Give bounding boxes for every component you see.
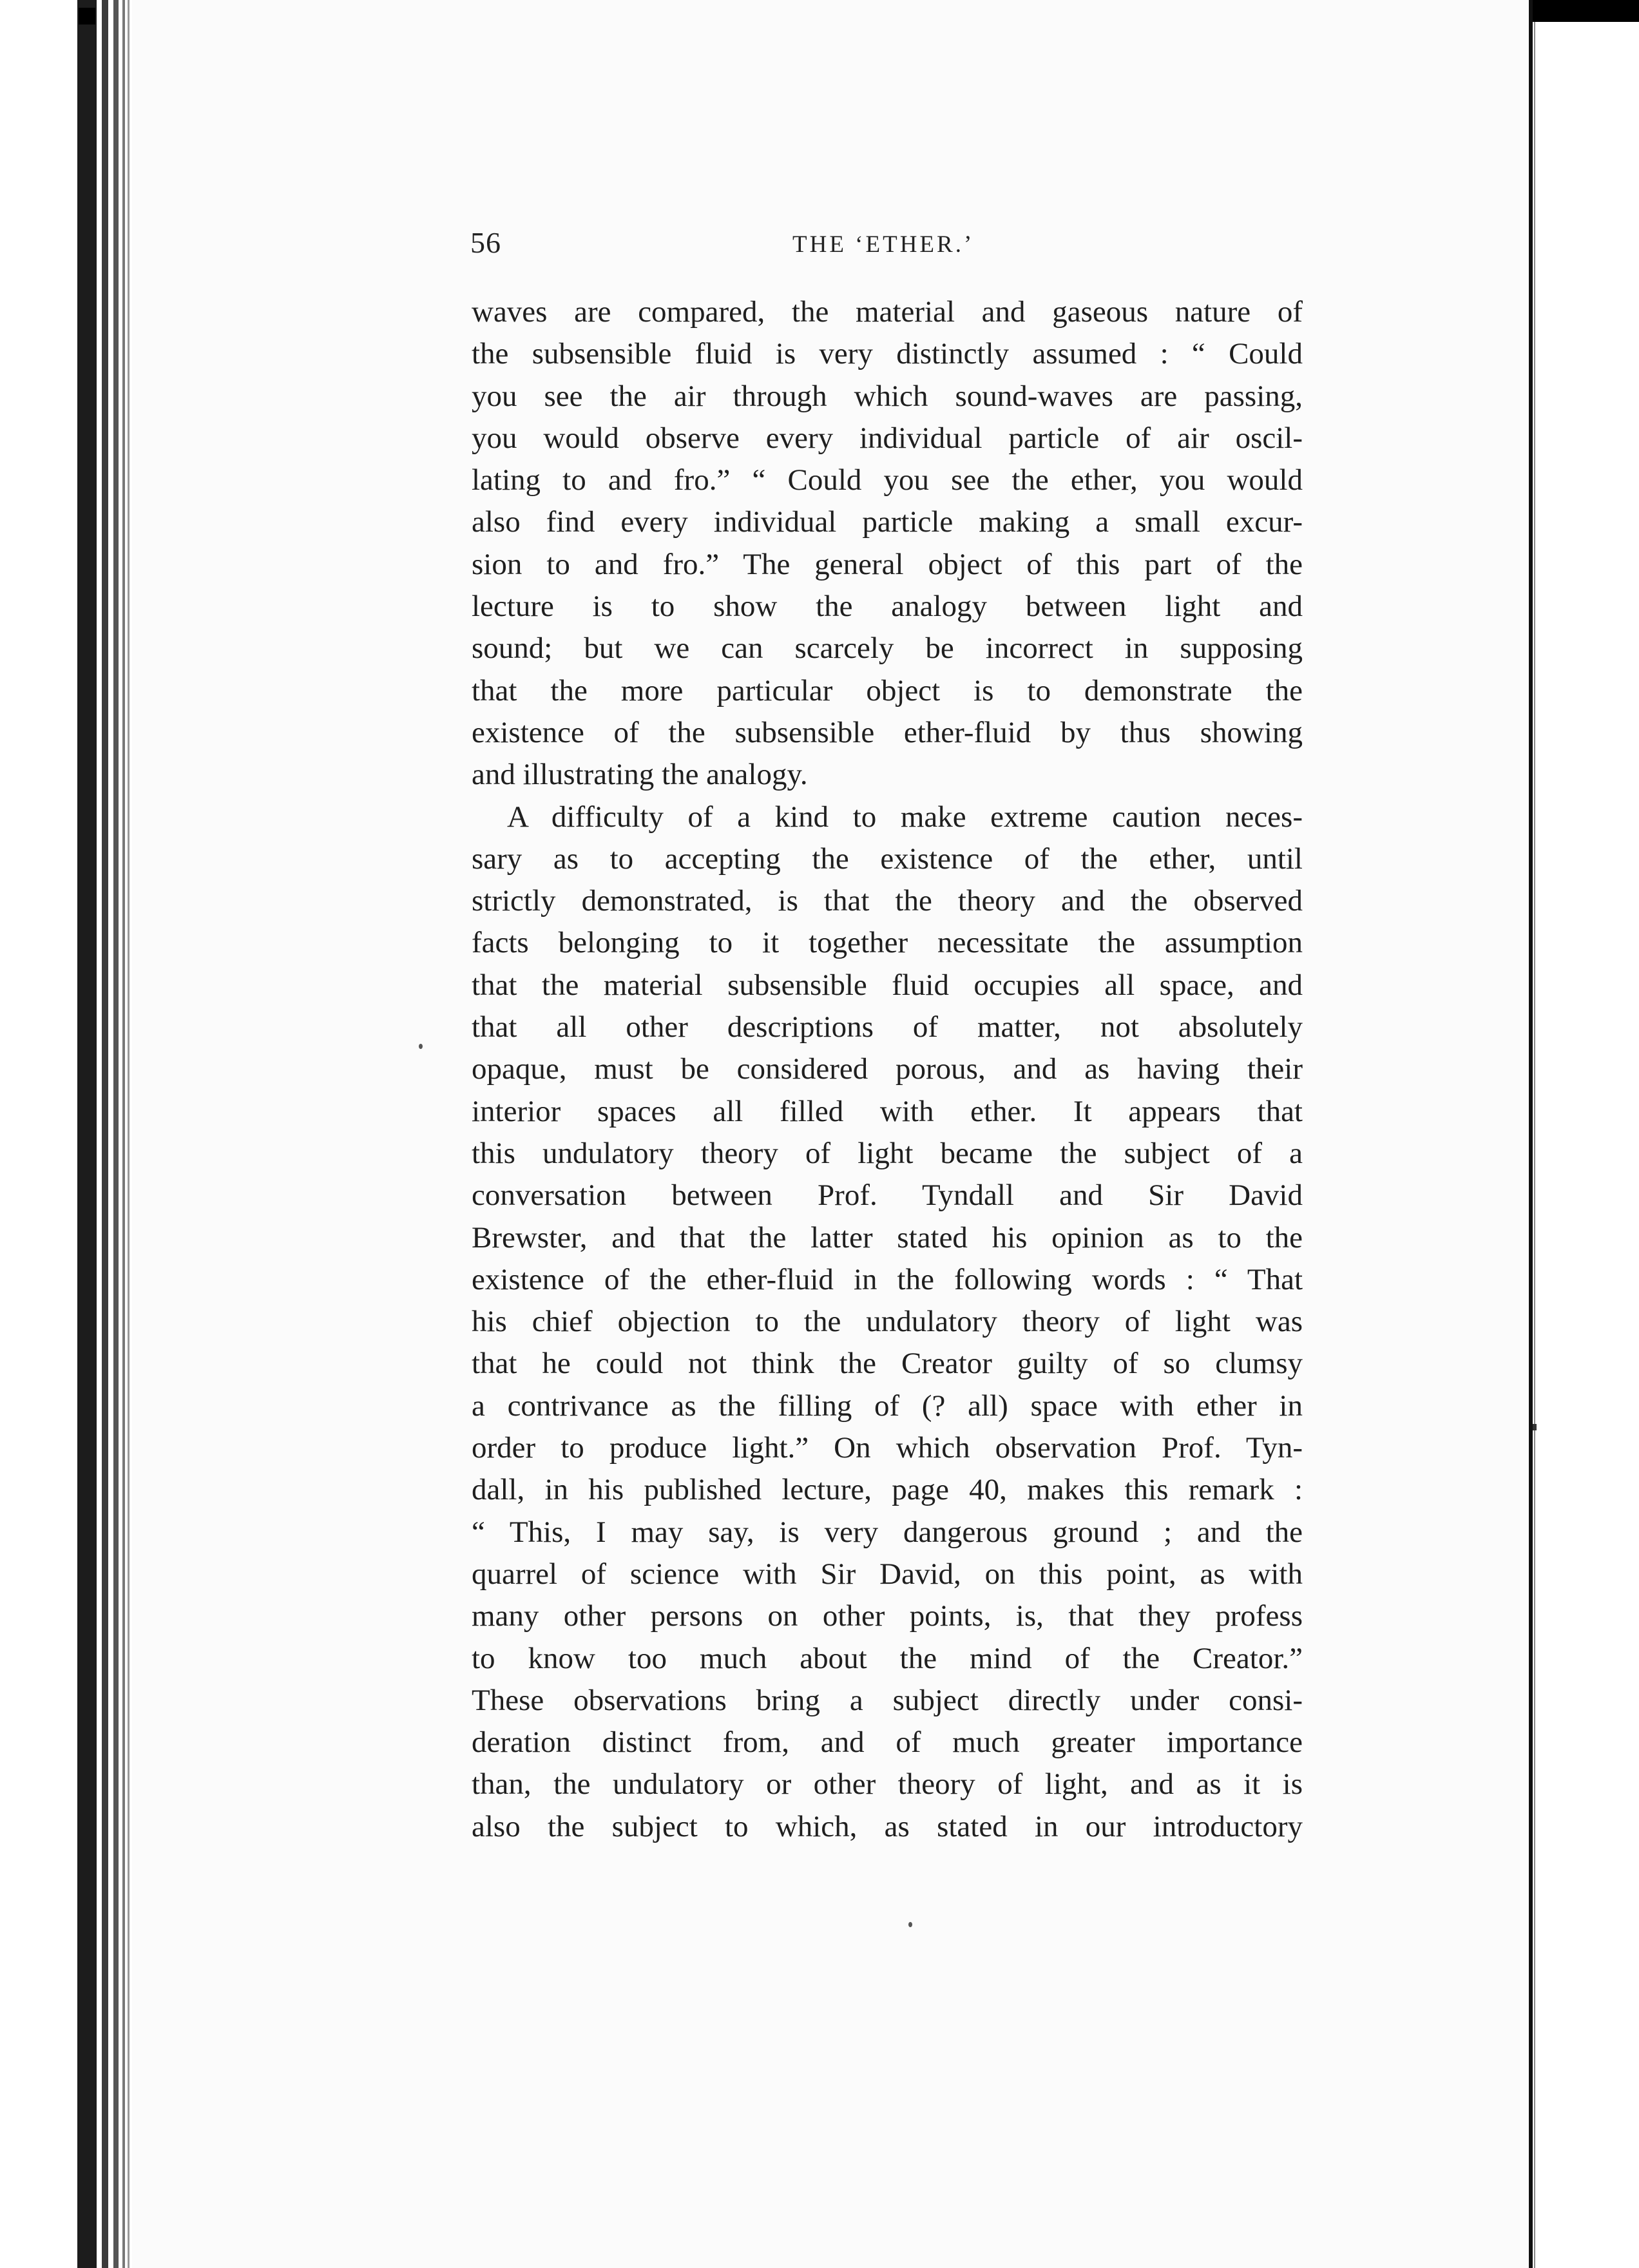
binding-shadow — [102, 0, 108, 2268]
scan-border — [1533, 0, 1639, 22]
text-line: that the more particular object is to demonstrate the — [472, 673, 1303, 707]
text-line: that the material subsensible fluid occupies all space, and — [472, 968, 1303, 1002]
text-line: you see the air through which sound-waves are passing, — [472, 379, 1303, 413]
text-line: that he could not think the Creator guilty of so clumsy — [472, 1347, 1303, 1381]
text-line: you would observe every individual particle of air oscil- — [472, 421, 1303, 455]
text-line: These observations bring a subject directly under consi- — [472, 1683, 1303, 1717]
text-line: existence of the subsensible ether-fluid by thus showing — [472, 715, 1303, 749]
text-line: also the subject to which, as stated in our introductory — [472, 1809, 1303, 1843]
text-line: that all other descriptions of matter, not absolutely — [472, 1010, 1303, 1044]
text-line: the subsensible fluid is very distinctly assumed : “ Could — [472, 337, 1303, 371]
text-line: sound; but we can scarcely be incorrect in supposing — [472, 631, 1303, 666]
text-line: waves are compared, the material and gaseous nature of — [472, 295, 1303, 329]
scan-mark — [1533, 1424, 1537, 1430]
text-line: existence of the ether-fluid in the following words : “ That — [472, 1262, 1303, 1296]
text-line: conversation between Prof. Tyndall and Sir David — [472, 1178, 1303, 1213]
text-line: many other persons on other points, is, that they profess — [472, 1599, 1303, 1633]
text-line: Brewster, and that the latter stated his opinion as to the — [472, 1220, 1303, 1254]
binding-shadow — [113, 0, 119, 2268]
facing-page-edge — [1529, 0, 1639, 2268]
scan-speck — [908, 1922, 912, 1927]
page-gutter — [1529, 0, 1533, 2268]
text-line: also find every individual particle making a small excur- — [472, 505, 1303, 539]
running-title: THE ‘ETHER.’ — [792, 231, 975, 258]
text-line: deration distinct from, and of much greater importance — [472, 1725, 1303, 1760]
text-line: lating to and fro.” “ Could you see the ether, you would — [472, 463, 1303, 497]
text-line: strictly demonstrated, is that the theory and the observed — [472, 884, 1303, 918]
binding-shadow — [128, 0, 129, 2268]
text-line: interior spaces all filled with ether. It appears that — [472, 1094, 1303, 1128]
scan-speck — [419, 1044, 423, 1049]
text-line: to know too much about the mind of the Creator.” — [472, 1641, 1303, 1675]
binding-shadow — [77, 0, 97, 2268]
page-number: 56 — [470, 226, 501, 259]
text-line: this undulatory theory of light became the subject of a — [472, 1136, 1303, 1170]
text-line: a contrivance as the filling of (? all) space with ether in — [472, 1389, 1303, 1423]
body-text — [472, 291, 1303, 1848]
running-head — [470, 226, 1301, 271]
text-line: sion to and fro.” The general object of this part of the — [472, 547, 1303, 581]
text-line: dall, in his published lecture, page 40, makes this remark : — [472, 1473, 1303, 1507]
text-line: “ This, I may say, is very dangerous ground ; and the — [472, 1515, 1303, 1549]
text-line: facts belonging to it together necessitate the assumption — [472, 926, 1303, 960]
text-line: his chief objection to the undulatory theory of light was — [472, 1305, 1303, 1339]
text-line: sary as to accepting the existence of the ether, until — [472, 841, 1303, 876]
text-line: order to produce light.” On which observation Prof. Tyn- — [472, 1431, 1303, 1465]
text-line: quarrel of science with Sir David, on this point, as with — [472, 1557, 1303, 1591]
text-line: than, the undulatory or other theory of light, and as it is — [472, 1767, 1303, 1802]
page-gutter — [1534, 0, 1535, 2268]
left-binding-edge — [0, 0, 132, 2268]
binding-mark — [79, 8, 95, 24]
text-line: A difficulty of a kind to make extreme caution neces- — [507, 800, 1303, 834]
text-line: lecture is to show the analogy between light and — [472, 590, 1303, 624]
text-line: opaque, must be considered porous, and as having their — [472, 1052, 1303, 1086]
text-line: and illustrating the analogy. — [472, 758, 808, 792]
binding-shadow — [122, 0, 125, 2268]
